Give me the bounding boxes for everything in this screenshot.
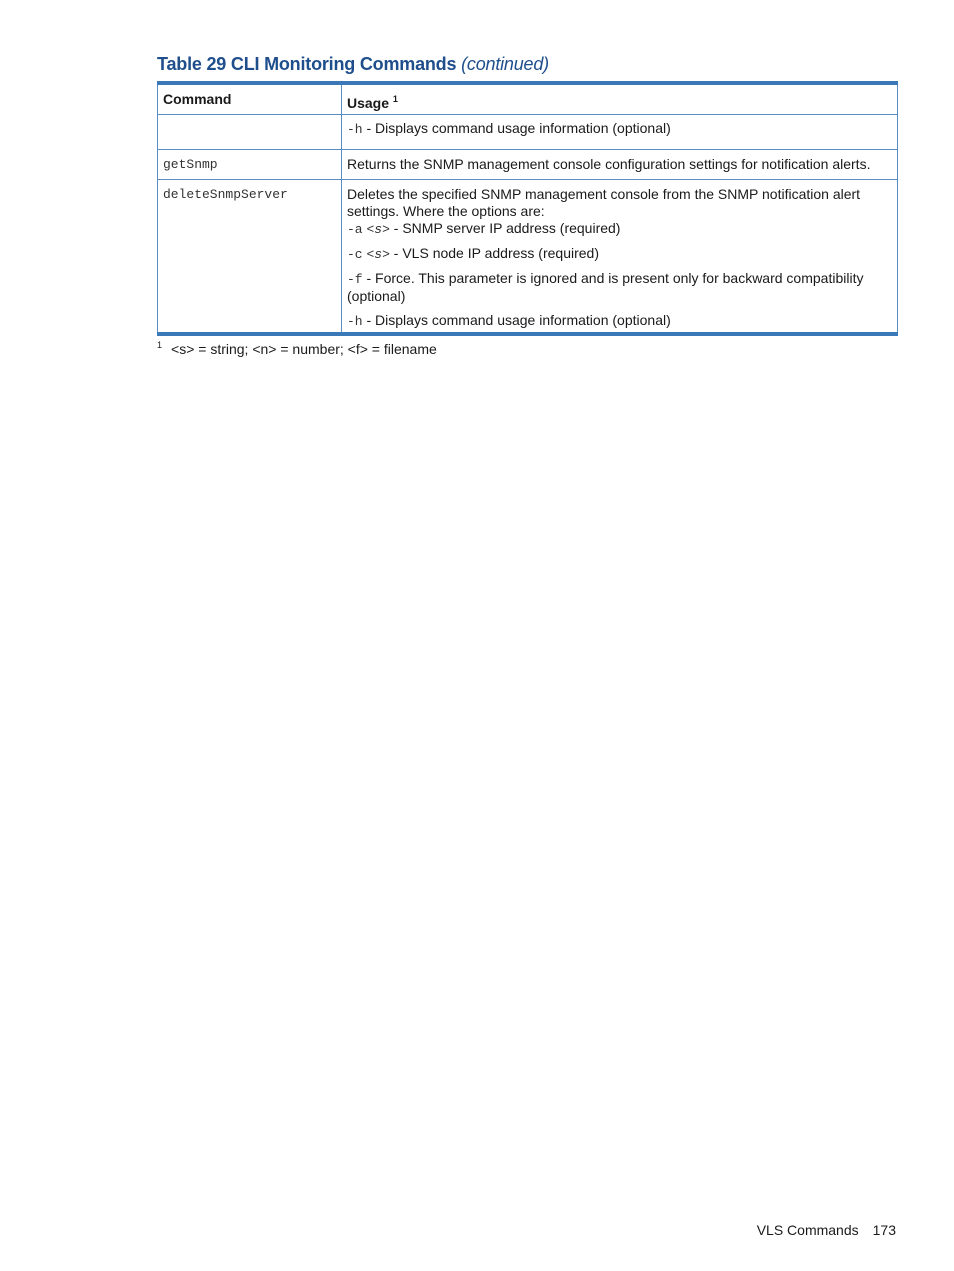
option-text: - Displays command usage information (optional) xyxy=(362,119,671,136)
row1-usage xyxy=(342,114,898,149)
row1-usage-line xyxy=(347,120,892,138)
option-text: - Force. This parameter is ignored and is present only for backward compatibility (optional) xyxy=(347,269,864,304)
table-footnote xyxy=(157,340,437,357)
row3-description-text: Deletes the specified SNMP management console from the SNMP notification alert settings. Where the options are: xyxy=(347,185,861,219)
option-text: - Displays command usage information (optional) xyxy=(362,311,671,328)
footer-section-title: VLS Commands xyxy=(756,1222,859,1238)
row3-command: deleteSnmpServer xyxy=(158,179,342,334)
row3-option-f xyxy=(347,270,892,305)
header-usage-footnote-ref: 1 xyxy=(392,94,398,104)
row3-option-c xyxy=(347,245,892,263)
row3-usage xyxy=(342,179,898,334)
page-footer xyxy=(757,1222,896,1238)
option-text: - VLS node IP address (required) xyxy=(389,244,599,261)
table-row xyxy=(158,179,898,334)
option-flag: -f xyxy=(347,271,363,287)
table-row xyxy=(158,149,898,179)
table-caption-label: Table 29 CLI Monitoring Commands xyxy=(157,54,457,74)
row3-description xyxy=(347,186,892,238)
header-usage-label: Usage xyxy=(347,95,390,111)
footnote-text: <s> = string; <n> = number; <f> = filename xyxy=(171,341,437,357)
option-flag: -c xyxy=(347,246,363,262)
row2-usage xyxy=(342,149,898,179)
monitoring-commands-table xyxy=(157,81,898,336)
header-command-label: Command xyxy=(163,91,232,107)
option-text: - SNMP server IP address (required) xyxy=(389,219,621,236)
row2-command: getSnmp xyxy=(158,149,342,179)
option-arg: <s> xyxy=(366,246,390,262)
option-flag: -a xyxy=(347,221,363,237)
page-number: 173 xyxy=(872,1222,896,1238)
table-header-row xyxy=(158,83,898,114)
table-row xyxy=(158,114,898,149)
table-caption xyxy=(157,54,549,75)
monitoring-commands-table-wrap xyxy=(157,81,897,336)
option-arg: <s> xyxy=(366,221,390,237)
row2-usage-line: Returns the SNMP management console configuration settings for notification alerts. xyxy=(347,155,871,172)
row1-command xyxy=(158,114,342,149)
header-command xyxy=(158,83,342,114)
header-usage xyxy=(342,83,898,114)
option-flag: -h xyxy=(347,313,363,329)
option-flag: -h xyxy=(347,121,363,137)
row3-option-h xyxy=(347,312,892,330)
table-caption-continued: (continued) xyxy=(461,54,549,74)
footnote-marker: 1 xyxy=(157,340,163,350)
